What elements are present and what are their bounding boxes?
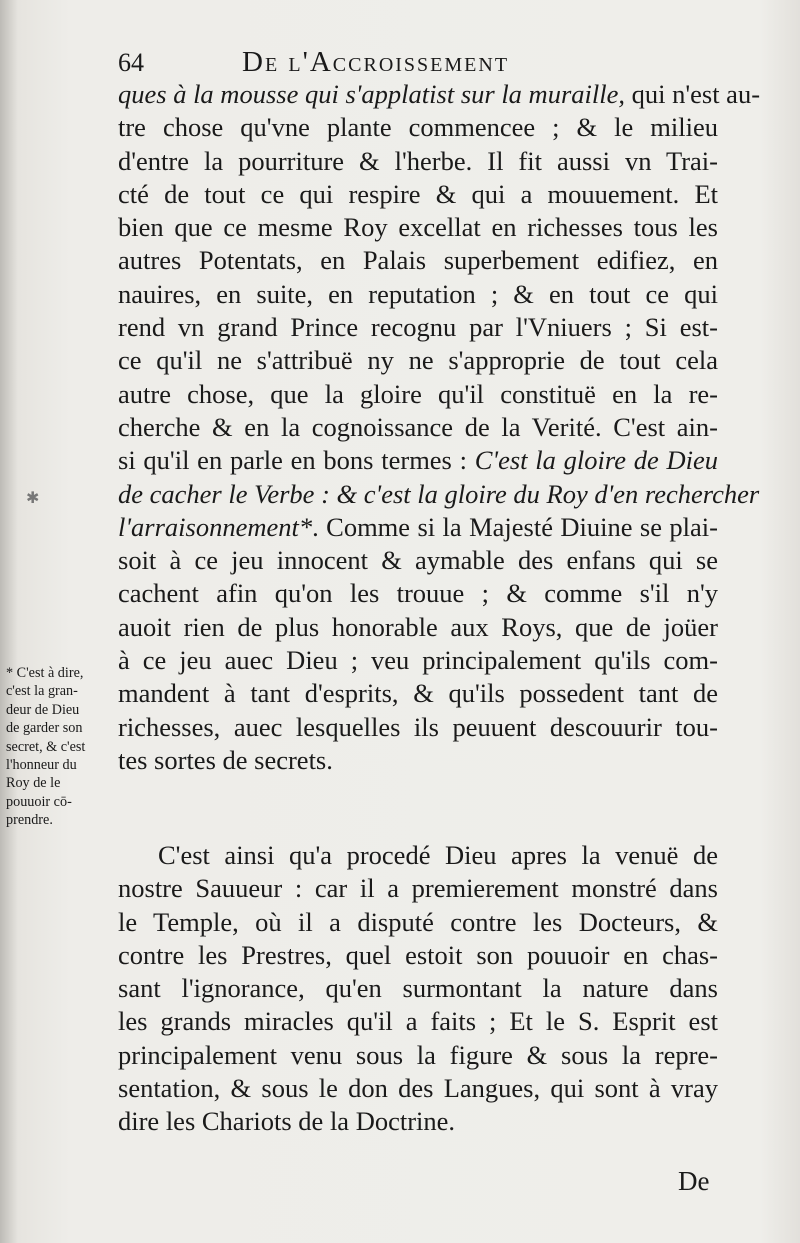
text-line: [118, 478, 760, 511]
text-line: [118, 111, 718, 144]
margin-note-line: pouuoir cō-: [6, 793, 72, 810]
roman-segment: principalement venu sous la figure & sous la repre-: [118, 1039, 718, 1070]
roman-segment: cté de tout ce qui respire & qui a mouuement. Et: [118, 178, 718, 209]
text-line: [118, 939, 718, 972]
text-line: [118, 1105, 718, 1138]
text-line: [118, 644, 718, 677]
roman-segment: auoit rien de plus honorable aux Roys, que de joüer: [118, 611, 718, 642]
text-line: [118, 278, 718, 311]
roman-segment: tes sortes de secrets.: [118, 744, 333, 775]
roman-segment: cachent afin qu'on les trouue ; & comme s'il n'y: [118, 578, 718, 609]
text-line: [118, 444, 718, 477]
roman-segment: bien que ce mesme Roy excellat en richesses tous les: [118, 212, 718, 243]
text-line: [118, 872, 718, 905]
roman-segment: autre chose, que la gloire qu'il constituë en la re-: [118, 378, 718, 409]
catchword: De: [678, 1166, 710, 1196]
roman-segment: mandent à tant d'esprits, & qu'ils possedent tant de: [118, 678, 718, 709]
roman-segment: sant l'ignorance, qu'en surmontant la nature dans: [118, 973, 718, 1004]
roman-segment: ce qu'il ne s'attribuë ny ne s'approprie de tout cela: [118, 345, 718, 376]
text-line: [118, 378, 718, 411]
italic-segment: l'arraisonnement*: [118, 511, 313, 542]
text-line: [118, 244, 718, 277]
text-line: [118, 906, 718, 939]
margin-note: [6, 664, 118, 830]
text-line: [118, 145, 718, 178]
running-title: De l'Accroissement: [242, 46, 510, 78]
roman-segment: qui n'est au-: [624, 79, 761, 109]
text-line: [118, 1072, 718, 1105]
text-line: [118, 344, 718, 377]
page-number: 64: [118, 48, 144, 77]
text-line: [118, 211, 718, 244]
margin-note-line: Roy de le: [6, 775, 61, 792]
roman-segment: les grands miracles qu'il a faits ; Et le S. Esprit est: [118, 1006, 718, 1037]
roman-segment: d'entre la pourriture & l'herbe. Il fit aussi vn Trai-: [118, 145, 718, 176]
text-line: [118, 1039, 718, 1072]
margin-fleck-icon: ✱: [26, 488, 40, 507]
roman-segment: rend vn grand Prince recognu par l'Vniuers ; Si est-: [118, 312, 718, 343]
italic-segment: de cacher le Verbe : & c'est la gloire du Roy d'en rechercher: [118, 478, 760, 509]
roman-segment: si qu'il en parle en bons termes :: [118, 445, 475, 476]
text-line: [118, 744, 718, 777]
margin-note-line: secret, & c'est: [6, 738, 86, 755]
text-line: [118, 839, 718, 872]
text-line: [118, 577, 718, 610]
roman-segment: . Comme si la Majesté Diuine se plai-: [312, 511, 718, 542]
roman-segment: le Temple, où il a disputé contre les Docteurs, &: [118, 906, 718, 937]
roman-segment: contre les Prestres, quel estoit son pouuoir en chas-: [118, 939, 718, 970]
paragraph-1: [118, 78, 761, 777]
paragraph-2: [118, 839, 718, 1139]
text-line: [118, 511, 718, 544]
margin-note-line: * C'est à dire,: [6, 665, 84, 681]
margin-note-line: l'honneur du: [6, 757, 77, 774]
margin-note-line: prendre.: [6, 812, 53, 829]
text-line: [118, 1005, 718, 1038]
roman-segment: dire les Chariots de la Doctrine.: [118, 1106, 456, 1137]
roman-segment: nostre Sauueur : car il a premierement monstré dans: [118, 873, 718, 904]
roman-segment: tre chose qu'vne plante commencee ; & le milieu: [118, 112, 718, 143]
roman-segment: à ce jeu auec Dieu ; veu principalement qu'ils com-: [118, 645, 718, 676]
text-line: [118, 677, 718, 710]
text-line: [118, 311, 718, 344]
roman-segment: soit à ce jeu innocent & aymable des enfans qui se: [118, 545, 718, 576]
text-line: [118, 544, 718, 577]
roman-segment: autres Potentats, en Palais superbement edifiez, en: [118, 245, 718, 276]
roman-segment: nauires, en suite, en reputation ; & en tout ce qui: [118, 278, 718, 309]
text-line: [118, 411, 718, 444]
margin-note-line: deur de Dieu: [6, 701, 80, 718]
roman-segment: sentation, & sous le don des Langues, qui sont à vray: [118, 1073, 718, 1104]
italic-segment: ques à la mousse qui s'applatist sur la muraille,: [118, 79, 625, 109]
roman-segment: cherche & en la cognoissance de la Verité. C'est ain-: [118, 411, 718, 442]
text-line: [118, 78, 761, 111]
margin-note-line: de garder son: [6, 720, 83, 737]
roman-segment: richesses, auec lesquelles ils peuuent descouurir tou-: [118, 711, 718, 742]
text-line: [118, 972, 718, 1005]
text-line: [118, 178, 718, 211]
text-line: [118, 711, 718, 744]
italic-segment: C'est la gloire de Dieu: [474, 445, 718, 476]
margin-note-line: c'est la gran-: [6, 683, 78, 700]
roman-segment: C'est ainsi qu'a procedé Dieu apres la venuë de: [158, 840, 718, 870]
text-line: [118, 611, 718, 644]
